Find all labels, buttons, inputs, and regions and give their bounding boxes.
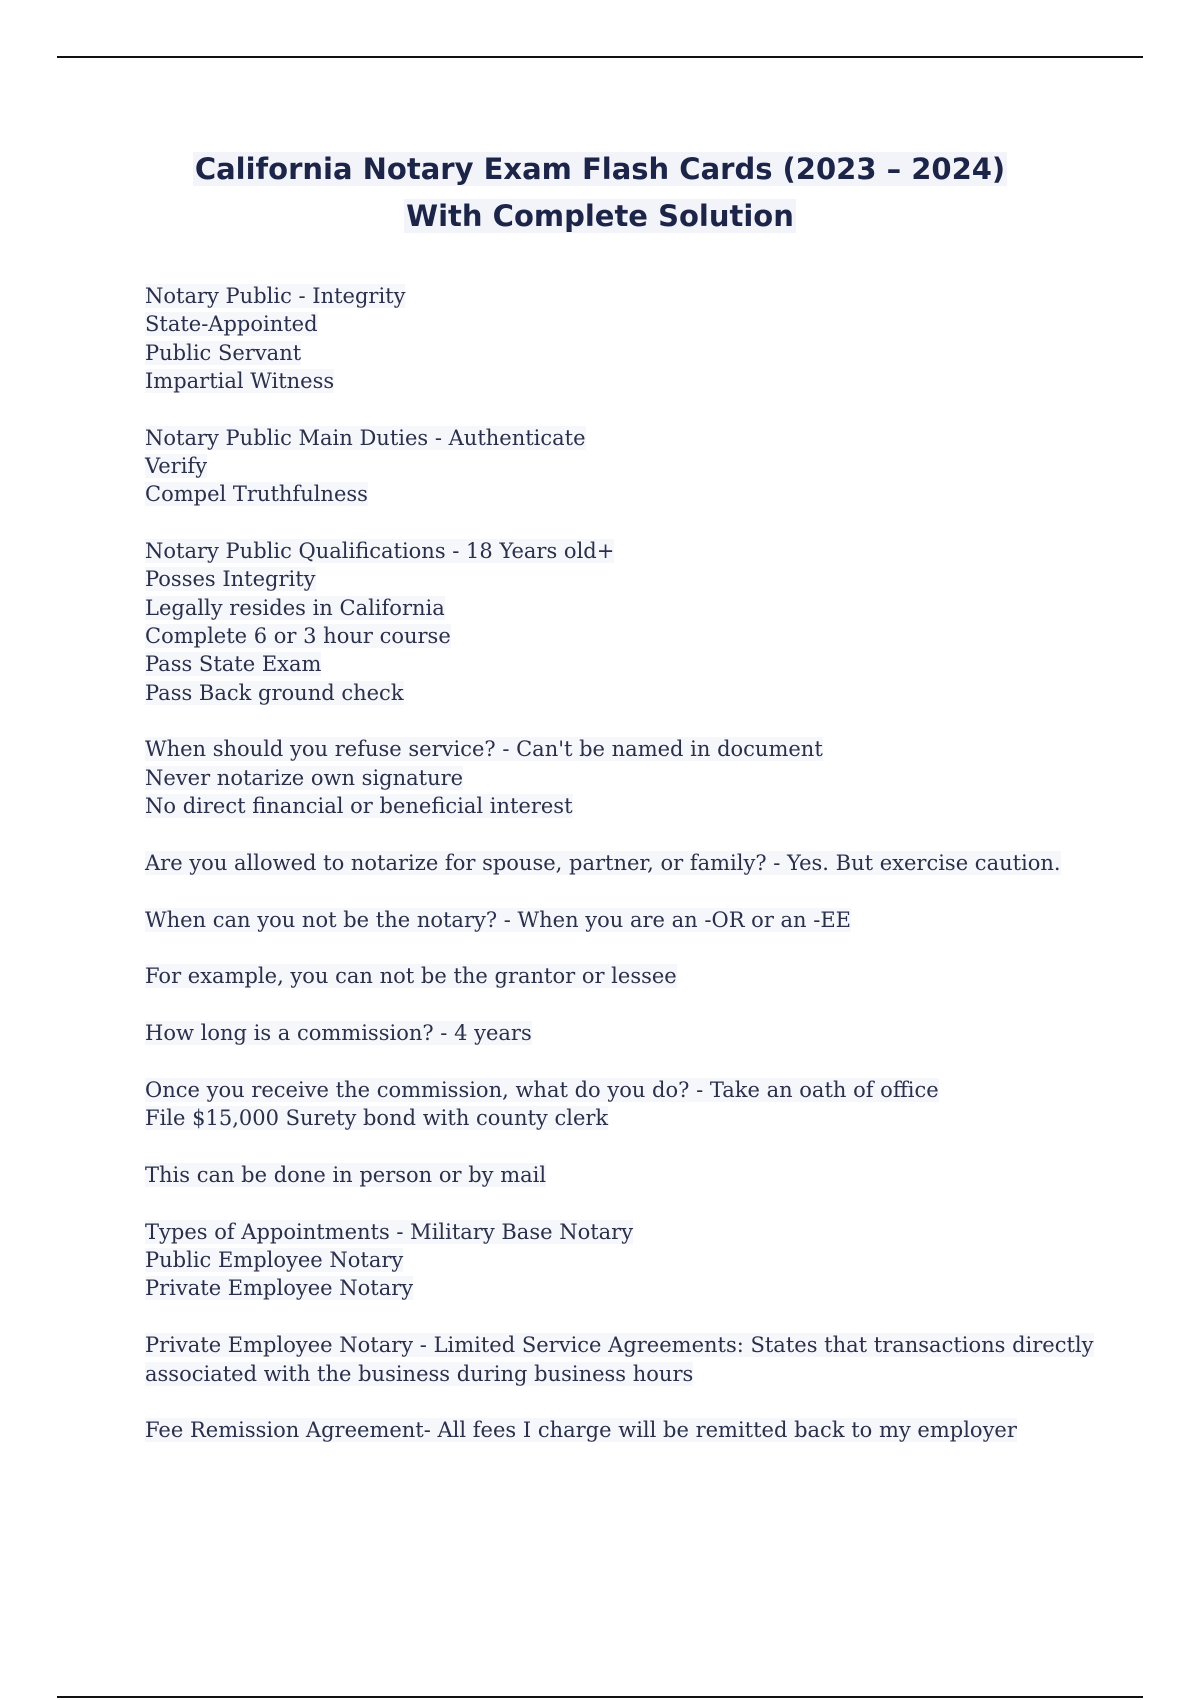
flash-card — [145, 1416, 1075, 1444]
flash-card — [145, 1019, 1075, 1047]
flash-card — [145, 282, 1075, 395]
card-line: When can you not be the notary? - When you are an -OR or an -EE — [145, 907, 852, 932]
card-line: When should you refuse service? - Can't be named in document — [145, 737, 823, 762]
card-line: Private Employee Notary — [145, 1276, 414, 1301]
page-title — [0, 146, 1200, 240]
flash-card — [145, 906, 1075, 934]
card-line: Impartial Witness — [145, 368, 335, 393]
card-line: Once you receive the commission, what do you do? - Take an oath of office — [145, 1077, 939, 1102]
card-line: Verify — [145, 453, 208, 478]
flash-card-list — [145, 282, 1094, 1473]
card-line: associated with the business during business hours — [145, 1361, 694, 1386]
card-line: Pass Back ground check — [145, 680, 404, 705]
card-line: No direct financial or beneficial interest — [145, 793, 573, 818]
flash-card — [145, 424, 1075, 509]
card-line: Complete 6 or 3 hour course — [145, 623, 451, 648]
card-line: Private Employee Notary - Limited Service Agreements: States that transactions directly — [145, 1333, 1094, 1358]
card-line: Posses Integrity — [145, 567, 316, 592]
flash-card — [145, 735, 1075, 820]
card-line: Compel Truthfulness — [145, 482, 368, 507]
flash-card — [145, 1161, 1075, 1189]
card-line: This can be done in person or by mail — [145, 1163, 547, 1188]
flash-card — [145, 537, 1075, 707]
card-line: Never notarize own signature — [145, 765, 464, 790]
flash-card — [145, 1218, 1075, 1303]
title-line-1: California Notary Exam Flash Cards (2023 – 2024) — [194, 152, 1006, 186]
card-line: How long is a commission? - 4 years — [145, 1021, 532, 1046]
card-line: State-Appointed — [145, 312, 318, 337]
card-line: Public Employee Notary — [145, 1248, 404, 1273]
top-rule — [57, 56, 1143, 58]
card-line: Legally resides in California — [145, 595, 445, 620]
card-line: Are you allowed to notarize for spouse, partner, or family? - Yes. But exercise caution. — [145, 850, 1061, 875]
card-line: Public Servant — [145, 340, 302, 365]
card-line: Fee Remission Agreement- All fees I charge will be remitted back to my employer — [145, 1418, 1017, 1443]
card-line: Notary Public Main Duties - Authenticate — [145, 425, 586, 450]
flash-card — [145, 1331, 1094, 1388]
flash-card — [145, 849, 1075, 877]
card-line: Notary Public Qualifications - 18 Years old+ — [145, 539, 615, 564]
card-line: For example, you can not be the grantor or lessee — [145, 964, 677, 989]
flash-card — [145, 1076, 1075, 1133]
card-line: Pass State Exam — [145, 652, 322, 677]
card-line: Types of Appointments - Military Base Notary — [145, 1219, 634, 1244]
card-line: Notary Public - Integrity — [145, 284, 406, 308]
bottom-rule — [57, 1696, 1143, 1698]
card-line: File $15,000 Surety bond with county clerk — [145, 1106, 609, 1131]
flash-card — [145, 962, 1075, 990]
title-line-2: With Complete Solution — [406, 199, 794, 233]
